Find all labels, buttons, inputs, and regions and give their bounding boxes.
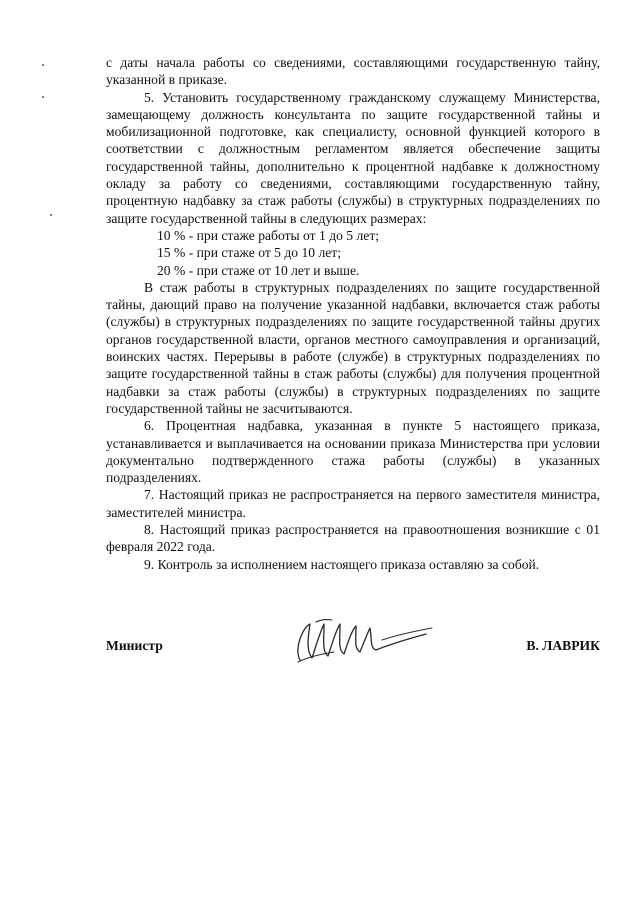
scan-speck bbox=[50, 214, 52, 216]
scan-speck bbox=[42, 96, 44, 98]
rate-line: 15 % - при стаже от 5 до 10 лет; bbox=[157, 245, 341, 261]
signatory-position: Министр bbox=[106, 638, 163, 653]
rate-line: 20 % - при стаже от 10 лет и выше. bbox=[157, 262, 360, 278]
signature-block bbox=[106, 632, 600, 682]
handwritten-signature bbox=[286, 610, 436, 670]
paragraph-5: 5. Установить государственному гражданскому служащему Министерства, замещающему должность консультанта по защите государственной тайны и мобилизационной подготовке, как специалисту, основной функцией которого в соответствии с должностным регламентом является обеспечение защиты государственной тайны, дополнительно к процентной надбавке к должностному окладу за работу со сведениями, составляющими государственную тайну, процентную надбавку за стаж работы (службы) в структурных подразделениях по защите государственной тайны в следующих размерах: bbox=[106, 89, 600, 226]
document-body bbox=[106, 54, 600, 573]
paragraph-7: 7. Настоящий приказ не распространяется на первого заместителя министра, заместителей министра. bbox=[106, 487, 600, 520]
paragraph-continuation: с даты начала работы со сведениями, составляющими государственную тайну, указанной в приказе. bbox=[106, 55, 600, 88]
paragraph-8: 8. Настоящий приказ распространяется на правоотношения возникшие с 01 февраля 2022 года. bbox=[106, 522, 600, 555]
paragraph-seniority: В стаж работы в структурных подразделениях по защите государственной тайны, дающий право на получение указанной надбавки, включается стаж работы (службы) в структурных подразделениях по защите государственной тайны других органов государственной власти, органов местного самоуправления и организаций, воинских частях. Перерывы в работе (службе) в структурных подразделениях по защите государственной тайны в стаж работы (службы) для получения процентной надбавки за стаж работы (службы) в структурных подразделениях по защите государственной тайны не засчитываются. bbox=[106, 279, 600, 416]
paragraph-9: 9. Контроль за исполнением настоящего приказа оставляю за собой. bbox=[144, 556, 540, 572]
scan-speck bbox=[42, 64, 44, 66]
signatory-name: В. ЛАВРИК bbox=[526, 638, 600, 653]
paragraph-6: 6. Процентная надбавка, указанная в пункте 5 настоящего приказа, устанавливается и выплачивается на основании приказа Министерства при условии документально подтвержденного стажа работы (службы) в указанных подразделениях. bbox=[106, 418, 600, 486]
rate-line: 10 % - при стаже работы от 1 до 5 лет; bbox=[157, 227, 380, 243]
